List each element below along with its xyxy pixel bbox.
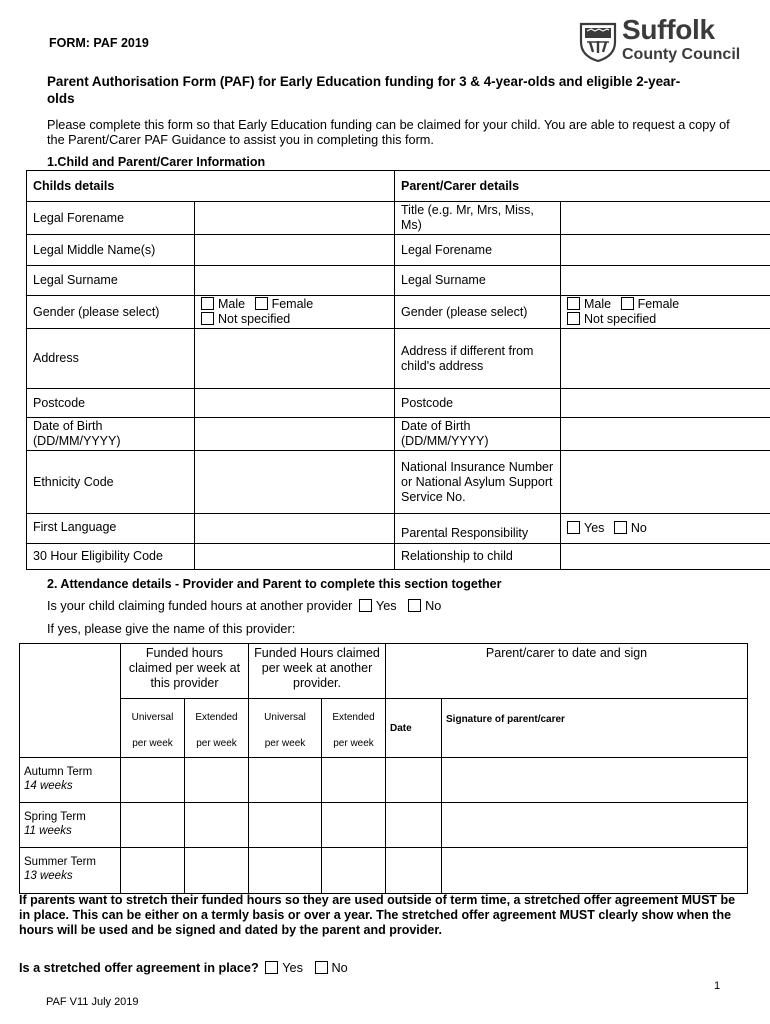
child-legal-forename-field[interactable] xyxy=(195,202,395,235)
form-title: Parent Authorisation Form (PAF) for Early Education funding for 3 & 4-year-olds and eligible 2-year-olds xyxy=(47,74,681,106)
term-name: Summer Term xyxy=(24,856,96,868)
stretched-offer-no-label: No xyxy=(331,961,348,975)
child-postcode-field[interactable] xyxy=(195,389,395,418)
another-provider-yes-label: Yes xyxy=(375,599,397,613)
label-child-first-language: First Language xyxy=(27,514,195,544)
parent-not-specified-checkbox[interactable] xyxy=(567,312,580,325)
per-week-label: per week xyxy=(333,738,374,749)
child-female-checkbox[interactable] xyxy=(255,297,268,310)
30-hour-code-field[interactable] xyxy=(195,544,395,570)
child-legal-surname-field[interactable] xyxy=(195,266,395,296)
term-autumn xyxy=(20,758,121,803)
date-header: Date xyxy=(386,699,442,758)
logo-line-county-council: County Council xyxy=(622,46,741,63)
date-and-sign-header: Parent/carer to date and sign xyxy=(386,644,748,699)
label-parental-responsibility: Parental Responsibility xyxy=(395,514,561,544)
stretched-offer-question xyxy=(19,961,348,975)
parent-dob-field[interactable] xyxy=(561,418,770,451)
universal-other-label: Universal xyxy=(264,712,306,723)
per-week-label: per week xyxy=(264,738,306,749)
spring-universal-other-field[interactable] xyxy=(249,803,322,848)
stretched-offer-no-checkbox[interactable] xyxy=(315,961,328,974)
term-name: Spring Term xyxy=(24,811,86,823)
stretched-offer-yes-checkbox[interactable] xyxy=(265,961,278,974)
parent-details-header: Parent/Carer details xyxy=(395,171,770,202)
label-parent-dob: Date of Birth (DD/MM/YYYY) xyxy=(395,418,561,451)
parent-gender-options xyxy=(561,296,770,329)
provider-name-prompt: If yes, please give the name of this provider: xyxy=(47,622,296,636)
child-male-label: Male xyxy=(218,297,246,311)
another-provider-no-checkbox[interactable] xyxy=(408,599,421,612)
relationship-to-child-field[interactable] xyxy=(561,544,770,570)
autumn-signature-field[interactable] xyxy=(442,758,748,803)
summer-date-field[interactable] xyxy=(386,848,442,894)
universal-this-label: Universal xyxy=(131,712,174,723)
section-1-heading: 1.Child and Parent/Carer Information xyxy=(47,155,266,169)
child-parent-info-table xyxy=(26,170,770,570)
summer-extended-other-field[interactable] xyxy=(322,848,386,894)
label-child-legal-surname: Legal Surname xyxy=(27,266,195,296)
parent-legal-surname-field[interactable] xyxy=(561,266,770,296)
term-weeks: 14 weeks xyxy=(24,780,73,792)
spring-extended-this-field[interactable] xyxy=(185,803,249,848)
child-not-specified-checkbox[interactable] xyxy=(201,312,214,325)
parent-ni-number-field[interactable] xyxy=(561,451,770,514)
extended-other-header xyxy=(322,699,386,758)
child-details-header: Childs details xyxy=(27,171,395,202)
term-header-blank xyxy=(20,644,121,758)
term-name: Autumn Term xyxy=(24,766,93,778)
child-ethnicity-field[interactable] xyxy=(195,451,395,514)
child-female-label: Female xyxy=(271,297,314,311)
parent-legal-forename-field[interactable] xyxy=(561,235,770,266)
parent-male-label: Male xyxy=(584,297,612,311)
another-provider-yes-checkbox[interactable] xyxy=(359,599,372,612)
label-child-address: Address xyxy=(27,329,195,389)
footer-version: PAF V11 July 2019 xyxy=(46,996,139,1008)
stretched-offer-yes-label: Yes xyxy=(282,961,303,975)
autumn-universal-other-field[interactable] xyxy=(249,758,322,803)
parent-male-checkbox[interactable] xyxy=(567,297,580,310)
label-parent-ni-number: National Insurance Number or National Asylum Support Service No. xyxy=(395,451,561,514)
summer-universal-this-field[interactable] xyxy=(121,848,185,894)
label-parent-title: Title (e.g. Mr, Mrs, Miss, Ms) xyxy=(395,202,561,235)
attendance-table xyxy=(19,643,748,894)
parental-responsibility-no-label: No xyxy=(630,521,647,535)
label-child-gender: Gender (please select) xyxy=(27,296,195,329)
extended-other-label: Extended xyxy=(332,712,375,723)
term-weeks: 11 weeks xyxy=(24,825,72,837)
signature-header: Signature of parent/carer xyxy=(442,699,748,758)
label-child-dob: Date of Birth (DD/MM/YYYY) xyxy=(27,418,195,451)
label-child-legal-forename: Legal Forename xyxy=(27,202,195,235)
child-address-field[interactable] xyxy=(195,329,395,389)
extended-this-header xyxy=(185,699,249,758)
label-relationship-to-child: Relationship to child xyxy=(395,544,561,570)
parent-female-label: Female xyxy=(637,297,680,311)
section-2-heading: 2. Attendance details - Provider and Parent to complete this section together xyxy=(47,577,502,591)
child-not-specified-label: Not specified xyxy=(218,312,291,326)
child-dob-field[interactable] xyxy=(195,418,395,451)
logo-line-suffolk: Suffolk xyxy=(622,14,715,45)
spring-signature-field[interactable] xyxy=(442,803,748,848)
label-parent-gender: Gender (please select) xyxy=(395,296,561,329)
extended-this-label: Extended xyxy=(195,712,238,723)
parent-postcode-field[interactable] xyxy=(561,389,770,418)
label-parent-legal-forename: Legal Forename xyxy=(395,235,561,266)
spring-extended-other-field[interactable] xyxy=(322,803,386,848)
parent-female-checkbox[interactable] xyxy=(621,297,634,310)
label-parent-legal-surname: Legal Surname xyxy=(395,266,561,296)
autumn-extended-this-field[interactable] xyxy=(185,758,249,803)
parental-responsibility-options xyxy=(561,514,770,544)
council-crest-icon xyxy=(578,20,618,62)
autumn-extended-other-field[interactable] xyxy=(322,758,386,803)
another-provider-question-text: Is your child claiming funded hours at another provider xyxy=(47,599,353,613)
form-code: FORM: PAF 2019 xyxy=(49,36,149,50)
page-number: 1 xyxy=(714,980,721,992)
child-first-language-field[interactable] xyxy=(195,514,395,544)
child-gender-options xyxy=(195,296,395,329)
parent-address-field[interactable] xyxy=(561,329,770,389)
spring-universal-this-field[interactable] xyxy=(121,803,185,848)
label-30-hour-code: 30 Hour Eligibility Code xyxy=(27,544,195,570)
term-spring xyxy=(20,803,121,848)
per-week-label: per week xyxy=(196,738,237,749)
universal-this-header xyxy=(121,699,185,758)
suffolk-county-council-logo xyxy=(578,14,748,66)
label-child-ethnicity: Ethnicity Code xyxy=(27,451,195,514)
child-middle-names-field[interactable] xyxy=(195,235,395,266)
label-child-postcode: Postcode xyxy=(27,389,195,418)
parental-responsibility-no-checkbox[interactable] xyxy=(614,521,627,534)
summer-signature-field[interactable] xyxy=(442,848,748,894)
parental-responsibility-yes-label: Yes xyxy=(584,521,605,535)
label-parent-postcode: Postcode xyxy=(395,389,561,418)
summer-universal-other-field[interactable] xyxy=(249,848,322,894)
funded-hours-this-provider-header: Funded hours claimed per week at this provider xyxy=(121,644,249,699)
child-male-checkbox[interactable] xyxy=(201,297,214,310)
another-provider-question xyxy=(47,599,441,613)
label-parent-address: Address if different from child's address xyxy=(395,329,561,389)
summer-extended-this-field[interactable] xyxy=(185,848,249,894)
autumn-universal-this-field[interactable] xyxy=(121,758,185,803)
another-provider-no-label: No xyxy=(425,599,442,613)
term-weeks: 13 weeks xyxy=(24,870,73,882)
parental-responsibility-yes-checkbox[interactable] xyxy=(567,521,580,534)
parent-not-specified-label: Not specified xyxy=(584,312,657,326)
per-week-label: per week xyxy=(132,738,173,749)
spring-date-field[interactable] xyxy=(386,803,442,848)
universal-other-header xyxy=(249,699,322,758)
label-child-middle-names: Legal Middle Name(s) xyxy=(27,235,195,266)
stretched-offer-question-text: Is a stretched offer agreement in place? xyxy=(19,961,259,975)
stretched-offer-notice: If parents want to stretch their funded hours so they are used outside of term time, a stretched offer agreement MUST be in place. This can be either on a termly basis or over a year. The stretched offer agreement MUST clearly show when the hours will be used and be signed and dated by the parent and provider. xyxy=(19,893,736,937)
parent-title-field[interactable] xyxy=(561,202,770,235)
autumn-date-field[interactable] xyxy=(386,758,442,803)
funded-hours-other-provider-header: Funded Hours claimed per week at another provider. xyxy=(249,644,386,699)
intro-text: Please complete this form so that Early Education funding can be claimed for your child. You are able to request a copy of the Parent/Carer PAF Guidance to assist you in completing this form. xyxy=(47,118,730,147)
term-summer xyxy=(20,848,121,894)
